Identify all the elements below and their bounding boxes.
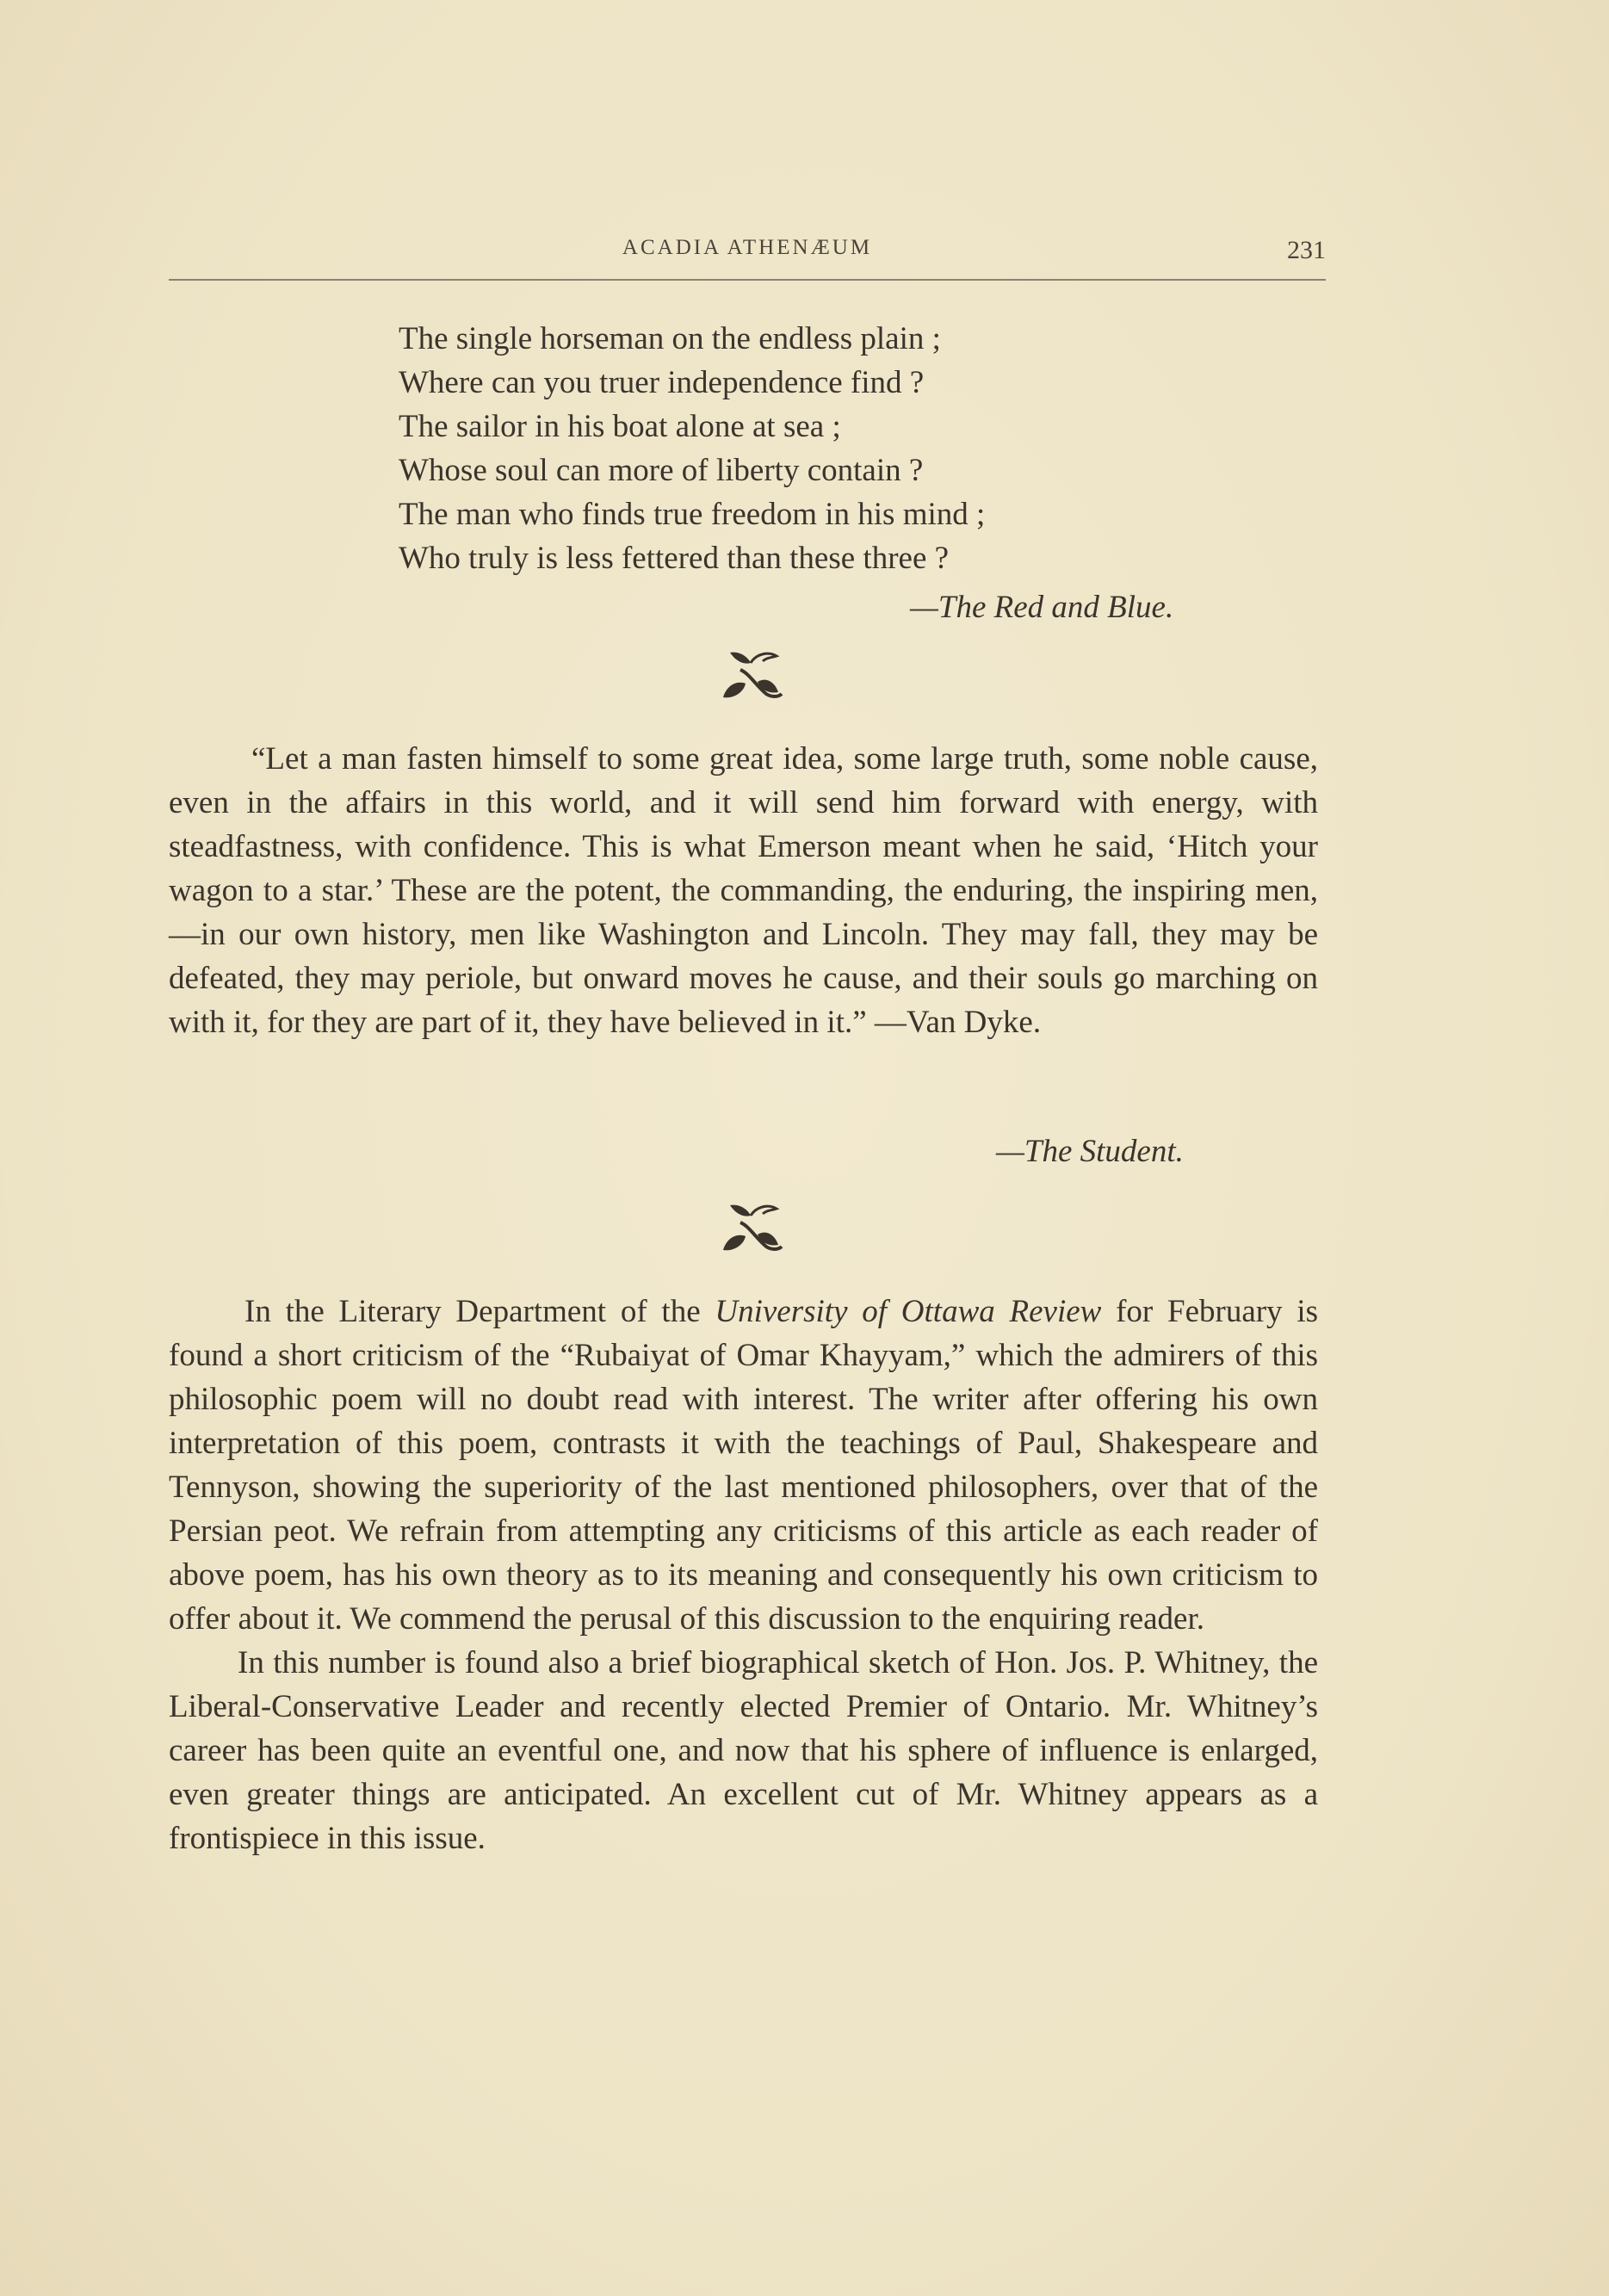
fleuron-ornament-icon [718, 647, 787, 708]
review-text-start: In the Literary Department of the [244, 1294, 715, 1329]
poem-line: The man who finds true freedom in his mind ; [399, 497, 986, 532]
review-paragraph [169, 1290, 1318, 1641]
quote-passage [169, 737, 1318, 1044]
quote-paragraph: “Let a man fasten himself to some great idea, some large truth, some noble cause, even in the affairs in this world, and it will send him forward with energy, with steadfastness, with confidence. This is what Emerson meant when he said, ‘Hitch your wagon to a star.’ These are the potent, the commanding, the enduring, the inspiring men, —in our own history, men like Washington and Lincoln. They may fall, they may be defeated, they may periole, but onward moves he cause, and their souls go marching on with it, for they are part of it, they have believed in it.” —Van Dyke. [169, 741, 1318, 1040]
quote-attribution: —The Student. [996, 1134, 1184, 1169]
review-paragraph: In this number is found also a brief biographical sketch of Hon. Jos. P. Whitney, the Liberal-Conservative Leader and recently elected Premier of Ontario. Mr. Whitney’s career has been quite an eventful one, and now that his sphere of influence is enlarged, even greater things are anticipated. An excellent cut of Mr. Whitney appears as a frontispiece in this issue. [169, 1645, 1318, 1856]
page-header [169, 231, 1326, 281]
poem-line: Who truly is less fettered than these three ? [399, 541, 950, 576]
review-text-rest: for February is found a short criticism of the “Rubaiyat of Omar Khayyam,” which the admirers of this philosophic poem will no doubt read with interest. The writer after offering his own interpretation of this poem, contrasts it with the teachings of Paul, Shakespeare and Tennyson, showing the superiority of the last mentioned philosophers, over that of the Persian peot. We refrain from attempting any criticisms of this article as each reader of above poem, has his own theory as to its meaning and consequently his own criticism to offer about it. We commend the perusal of this discussion to the enquiring reader. [169, 1294, 1318, 1637]
poem-line: Whose soul can more of liberty contain ? [399, 453, 924, 488]
running-title: ACADIA ATHENÆUM [622, 236, 873, 259]
poem-line: The single horseman on the endless plain ; [399, 321, 941, 356]
review-section [169, 1290, 1318, 1860]
poem-attribution: —The Red and Blue. [910, 590, 1174, 625]
fleuron-ornament-icon [718, 1200, 787, 1260]
poem [399, 317, 1259, 580]
poem-line: Where can you truer independence find ? [399, 365, 925, 400]
page-number: 231 [1287, 236, 1326, 264]
poem-line: The sailor in his boat alone at sea ; [399, 409, 841, 444]
journal-title: University of Ottawa Review [715, 1294, 1102, 1329]
